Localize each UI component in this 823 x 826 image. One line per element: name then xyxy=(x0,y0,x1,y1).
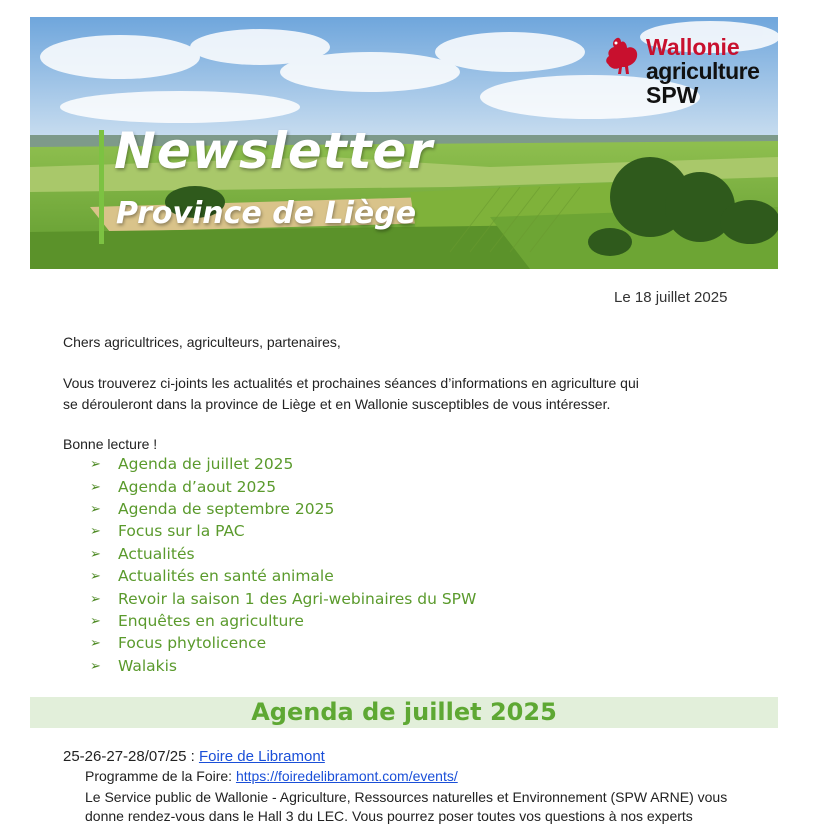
toc-item[interactable] xyxy=(90,520,476,542)
arrow-bullet-icon: ➢ xyxy=(90,500,101,516)
toc-item-label: Revoir la saison 1 des Agri-webinaires du SPW xyxy=(118,589,477,608)
bonne-lecture: Bonne lecture ! xyxy=(63,436,158,452)
event-description xyxy=(85,788,775,826)
newsletter-subtitle: Province de Liège xyxy=(116,196,417,231)
toc-item[interactable] xyxy=(90,453,476,475)
toc-item[interactable] xyxy=(90,655,476,677)
title-accent-bar xyxy=(99,130,104,244)
toc-item-label: Agenda de juillet 2025 xyxy=(118,455,294,474)
arrow-bullet-icon: ➢ xyxy=(90,612,101,628)
program-url-link[interactable]: https://foiredelibramont.com/events/ xyxy=(235,768,458,784)
logo-wallonie: Wallonie xyxy=(646,34,740,60)
arrow-bullet-icon: ➢ xyxy=(90,657,101,673)
toc-item[interactable] xyxy=(90,498,476,520)
program-label: Programme de la Foire: xyxy=(85,768,236,784)
toc-item-label: Enquêtes en agriculture xyxy=(118,611,304,630)
greeting: Chers agricultrices, agriculteurs, partenaires, xyxy=(63,334,341,350)
event-dates: 25-26-27-28/07/25 : xyxy=(63,748,199,765)
event-desc-line-1: Le Service public de Wallonie - Agriculture, Ressources naturelles et Environnement (SPW ARNE) vous xyxy=(85,789,728,805)
event-desc-line-2: donne rendez-vous dans le Hall 3 du LEC. Vous pourrez poser toutes vos questions à nos experts xyxy=(85,808,693,824)
program-line xyxy=(85,768,458,784)
arrow-bullet-icon: ➢ xyxy=(90,523,101,539)
rooster-icon xyxy=(603,34,643,76)
arrow-bullet-icon: ➢ xyxy=(90,456,101,472)
arrow-bullet-icon: ➢ xyxy=(90,568,101,584)
toc-item-label: Actualités en santé animale xyxy=(118,567,334,586)
toc-item-label: Walakis xyxy=(118,656,177,675)
logo-spw: SPW xyxy=(646,82,699,108)
toc-item-label: Agenda de septembre 2025 xyxy=(118,499,335,518)
toc-item[interactable] xyxy=(90,587,476,609)
event-line xyxy=(63,748,325,765)
toc-item[interactable] xyxy=(90,565,476,587)
toc-item[interactable] xyxy=(90,610,476,632)
toc-item-label: Actualités xyxy=(118,544,195,563)
arrow-bullet-icon: ➢ xyxy=(90,545,101,561)
toc-item[interactable] xyxy=(90,475,476,497)
toc-item-label: Agenda d’aout 2025 xyxy=(118,477,277,496)
toc-item-label: Focus sur la PAC xyxy=(118,522,245,541)
logo-agriculture: agriculture xyxy=(646,58,760,84)
toc-item-label: Focus phytolicence xyxy=(118,634,267,653)
arrow-bullet-icon: ➢ xyxy=(90,478,101,494)
arrow-bullet-icon: ➢ xyxy=(90,590,101,606)
arrow-bullet-icon: ➢ xyxy=(90,635,101,651)
toc-item[interactable] xyxy=(90,543,476,565)
intro-line-2: se dérouleront dans la province de Liège et en Wallonie susceptibles de vous intéresser. xyxy=(63,396,611,412)
newsletter-title: Newsletter xyxy=(114,122,434,180)
foire-libramont-link[interactable]: Foire de Libramont xyxy=(198,748,325,765)
intro-line-1: Vous trouverez ci-joints les actualités et prochaines séances d’informations en agriculture qui xyxy=(63,375,639,391)
section-header-agenda-juillet: Agenda de juillet 2025 xyxy=(30,697,778,728)
table-of-contents xyxy=(90,453,476,677)
wallonie-logo xyxy=(603,30,773,110)
toc-item[interactable] xyxy=(90,632,476,654)
newsletter-date: Le 18 juillet 2025 xyxy=(614,289,728,306)
